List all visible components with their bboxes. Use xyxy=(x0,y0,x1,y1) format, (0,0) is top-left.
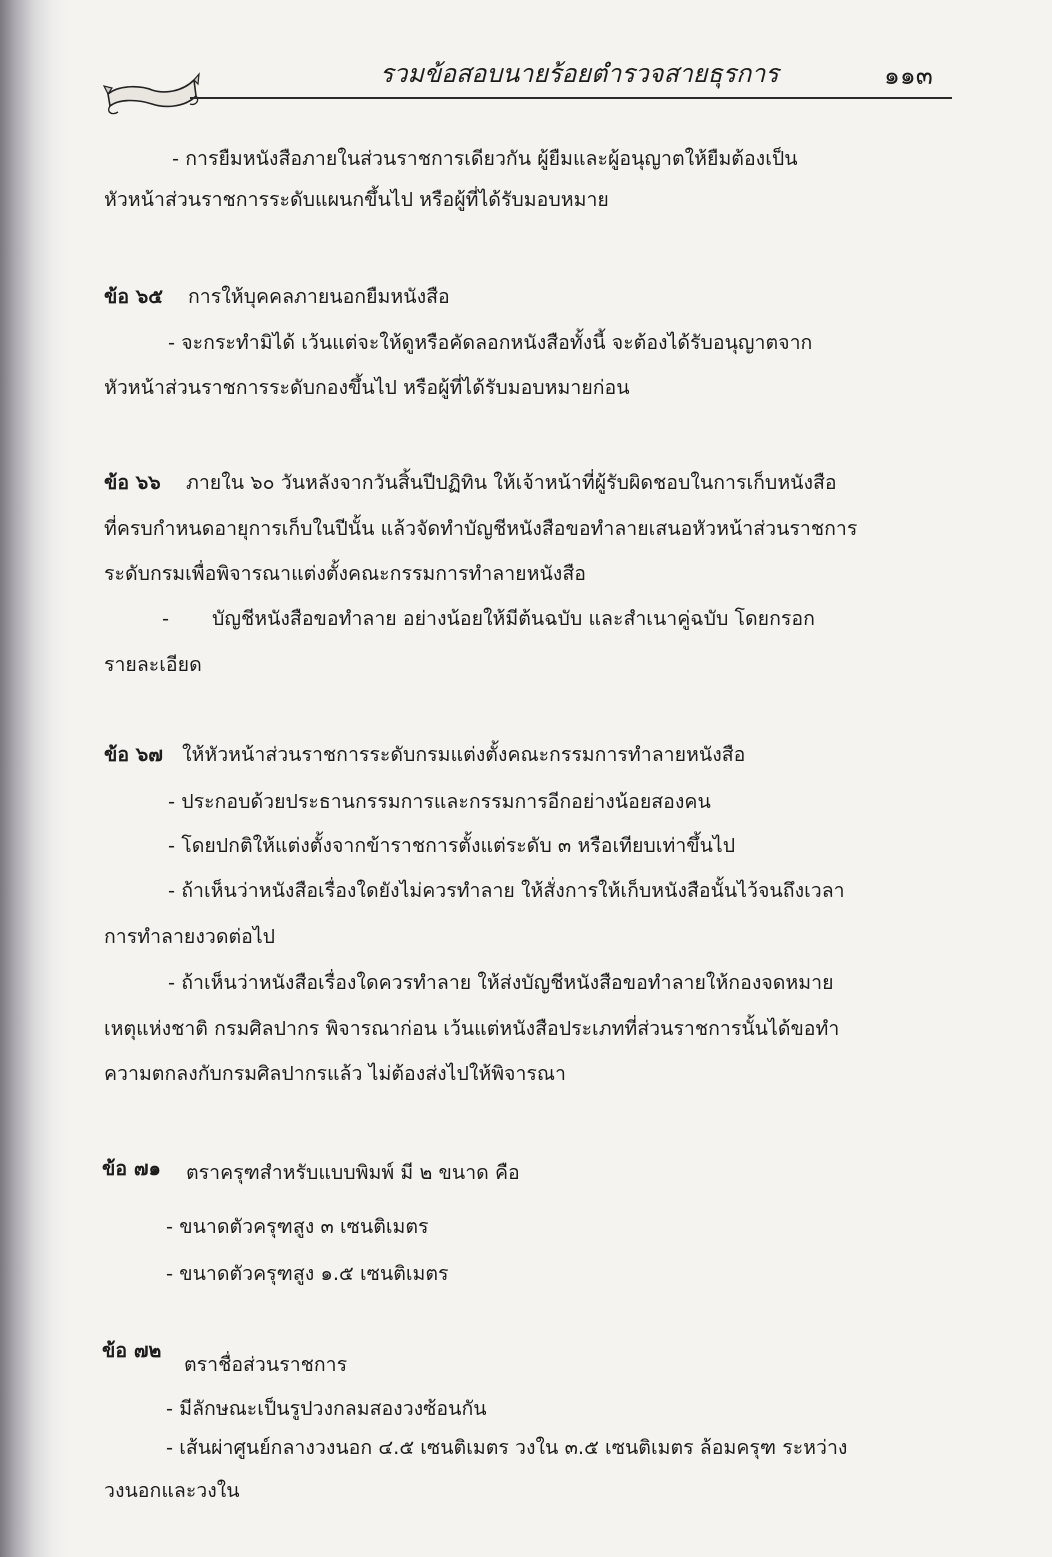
paragraph-line: รายละเอียด xyxy=(104,653,202,676)
paragraph-line: หัวหน้าส่วนราชการระดับกองขึ้นไป หรือผู้ที่ได้รับมอบหมายก่อน xyxy=(104,376,630,399)
section-number-65: ข้อ ๖๕ xyxy=(104,285,163,308)
paragraph-line: ภายใน ๖๐ วันหลังจากวันสิ้นปีปฏิทิน ให้เจ้าหน้าที่ผู้รับผิดชอบในการเก็บหนังสือ xyxy=(186,471,837,494)
section-number-66: ข้อ ๖๖ xyxy=(104,471,161,494)
list-item: - มีลักษณะเป็นรูปวงกลมสองวงซ้อนกัน xyxy=(166,1397,487,1420)
paragraph-line: วงนอกและวงใน xyxy=(104,1479,240,1502)
section-title-71: ตราครุฑสำหรับแบบพิมพ์ มี ๒ ขนาด คือ xyxy=(186,1161,520,1184)
paragraph-line: - จะกระทำมิได้ เว้นแต่จะให้ดูหรือคัดลอกหนังสือทั้งนี้ จะต้องได้รับอนุญาตจาก xyxy=(168,331,813,354)
paragraph-line: - การยืมหนังสือภายในส่วนราชการเดียวกัน ผู้ยืมและผู้อนุญาตให้ยืมต้องเป็น xyxy=(172,147,798,170)
paragraph-line: ที่ครบกำหนดอายุการเก็บในปีนั้น แล้วจัดทำบัญชีหนังสือขอทำลายเสนอหัวหน้าส่วนราชการ xyxy=(104,517,858,540)
list-item: - ถ้าเห็นว่าหนังสือเรื่องใดยังไม่ควรทำลาย ให้สั่งการให้เก็บหนังสือนั้นไว้จนถึงเวลา xyxy=(168,879,845,902)
section-number-67: ข้อ ๖๗ xyxy=(104,743,163,766)
section-number-71: ข้อ ๗๑ xyxy=(102,1157,161,1180)
list-item: - เส้นผ่าศูนย์กลางวงนอก ๔.๕ เซนติเมตร วงใน ๓.๕ เซนติเมตร ล้อมครุฑ ระหว่าง xyxy=(166,1436,848,1459)
section-title-67: ให้หัวหน้าส่วนราชการระดับกรมแต่งตั้งคณะกรรมการทำลายหนังสือ xyxy=(182,743,746,766)
paragraph-line: ความตกลงกับกรมศิลปากรแล้ว ไม่ต้องส่งไปให้พิจารณา xyxy=(104,1062,566,1085)
page-number: ๑๑๓ xyxy=(884,61,933,90)
list-item: - ขนาดตัวครุฑสูง ๓ เซนติเมตร xyxy=(166,1215,429,1238)
list-item: - ถ้าเห็นว่าหนังสือเรื่องใดควรทำลาย ให้ส่งบัญชีหนังสือขอทำลายให้กองจดหมาย xyxy=(168,971,834,994)
list-item: - ขนาดตัวครุฑสูง ๑.๕ เซนติเมตร xyxy=(166,1262,449,1285)
section-title-65: การให้บุคคลภายนอกยืมหนังสือ xyxy=(188,285,450,308)
list-item: - ประกอบด้วยประธานกรรมการและกรรมการอีกอย่างน้อยสองคน xyxy=(168,790,711,813)
list-dash: - xyxy=(162,607,170,630)
section-number-72: ข้อ ๗๒ xyxy=(102,1339,162,1362)
paragraph-line: ระดับกรมเพื่อพิจารณาแต่งตั้งคณะกรรมการทำลายหนังสือ xyxy=(104,562,586,585)
list-item: - โดยปกติให้แต่งตั้งจากข้าราชการตั้งแต่ระดับ ๓ หรือเทียบเท่าขึ้นไป xyxy=(168,834,736,857)
paragraph-line: การทำลายงวดต่อไป xyxy=(104,925,276,948)
running-header-title: รวมข้อสอบนายร้อยตำรวจสายธุรการ xyxy=(380,59,779,88)
paragraph-line: หัวหน้าส่วนราชการระดับแผนกขึ้นไป หรือผู้ที่ได้รับมอบหมาย xyxy=(104,188,609,211)
paragraph-line: บัญชีหนังสือขอทำลาย อย่างน้อยให้มีต้นฉบับ และสำเนาคู่ฉบับ โดยกรอก xyxy=(212,607,815,630)
paragraph-line: เหตุแห่งชาติ กรมศิลปากร พิจารณาก่อน เว้นแต่หนังสือประเภทที่ส่วนราชการนั้นได้ขอทำ xyxy=(104,1017,840,1040)
section-title-72: ตราชื่อส่วนราชการ xyxy=(184,1353,348,1376)
